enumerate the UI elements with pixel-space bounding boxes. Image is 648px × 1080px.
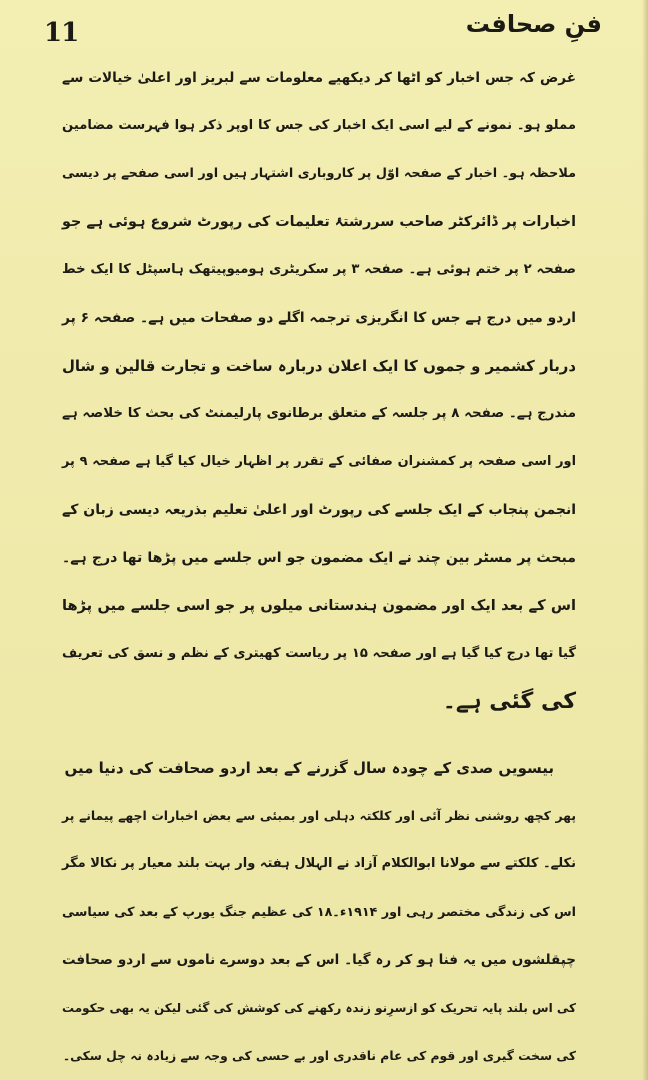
paragraph-2-line-3: نکلے۔ کلکتے سے مولانا ابوالکلام آزاد نے الہلال ہفتہ وار بہت بلند معیار پر نکالا مگر xyxy=(62,856,576,871)
paragraph-2-line-4: اس کی زندگی مختصر رہی اور ۱۹۱۴ء۔۱۸ کی عظیم جنگ یورپ کے بعد کی سیاسی xyxy=(62,904,576,919)
paragraph-1-line-14: کی گئی ہے۔ xyxy=(442,689,576,714)
paragraph-2-line-6: کی اس بلند پایہ تحریک کو ازسرِنو زندہ رکھنے کی کوشش کی گئی لیکن یہ بھی حکومت xyxy=(62,1001,576,1015)
running-title: فنِ صحافت xyxy=(465,10,602,38)
paragraph-1-line-12: اس کے بعد ایک اور مضمون ہندستانی میلوں پر جو اسی جلسے میں پڑھا xyxy=(62,597,576,614)
page-edge-shadow xyxy=(642,0,648,1080)
paragraph-1-line-11: مبحث پر مسٹر بین چند نے ایک مضمون جو اس جلسے میں پڑھا تھا درج ہے۔ xyxy=(62,550,576,566)
paragraph-1-line-10: انجمن پنجاب کے ایک جلسے کی رپورٹ اور اعلیٰ تعلیم بذریعہ دیسی زبان کے xyxy=(62,502,576,518)
paragraph-2-line-5: چپقلشوں میں یہ فنا ہو کر رہ گیا۔ اس کے بعد دوسرے ناموں سے اردو صحافت xyxy=(62,952,576,968)
paragraph-1-line-4: اخبارات پر ڈائرکٹر صاحب سررشتۂ تعلیمات کی رپورٹ شروع ہوئی ہے جو xyxy=(62,214,576,230)
paragraph-1-line-8: مندرج ہے۔ صفحہ ۸ پر جلسہ کے متعلق برطانوی پارلیمنٹ کی بحث کا خلاصہ ہے xyxy=(62,406,576,421)
page-number: 11 xyxy=(44,18,79,48)
paragraph-1-line-2: مملو ہو۔ نمونے کے لیے اسی ایک اخبار کی جس کا اوپر ذکر ہوا فہرست مضامین xyxy=(62,118,576,133)
paragraph-1-line-13: گیا تھا درج کیا گیا ہے اور صفحہ ۱۵ پر ریاست کھیتری کے نظم و نسق کی تعریف xyxy=(62,646,576,661)
paragraph-1-line-3: ملاحظہ ہو۔ اخبار کے صفحہ اوّل پر کاروباری اشتہار ہیں اور اسی صفحے پر دیسی xyxy=(62,166,576,181)
paragraph-1-line-1: غرض کہ جس اخبار کو اٹھا کر دیکھیے معلومات سے لبریز اور اعلیٰ خیالات سے xyxy=(62,70,576,86)
paragraph-1-line-7: دربار کشمیر و جموں کا ایک اعلان دربارہ ساخت و تجارت قالین و شال xyxy=(62,357,576,375)
paragraph-1-line-5: صفحہ ۲ پر ختم ہوئی ہے۔ صفحہ ۳ پر سکریٹری ہومیوپیتھک ہاسپٹل کا ایک خط xyxy=(62,262,576,277)
paragraph-2-line-7: کی سخت گیری اور قوم کی عام ناقدری اور بے حسی کی وجہ سے زیادہ نہ چل سکی۔ xyxy=(62,1049,576,1063)
paragraph-2-line-1: بیسویں صدی کے چودہ سال گزرنے کے بعد اردو صحافت کی دنیا میں xyxy=(64,759,554,777)
paragraph-1-line-6: اردو میں درج ہے جس کا انگریزی ترجمہ اگلے دو صفحات میں ہے۔ صفحہ ۶ پر xyxy=(62,310,576,326)
paragraph-2-line-2: پھر کچھ روشنی نظر آئی اور کلکتہ دہلی اور بمبئی سے بعض اخبارات اچھے پیمانے پر xyxy=(62,808,576,823)
paragraph-1-line-9: اور اسی صفحہ پر کمشنران صفائی کے تقرر پر اظہار خیال کیا گیا ہے صفحہ ۹ پر xyxy=(62,454,576,469)
